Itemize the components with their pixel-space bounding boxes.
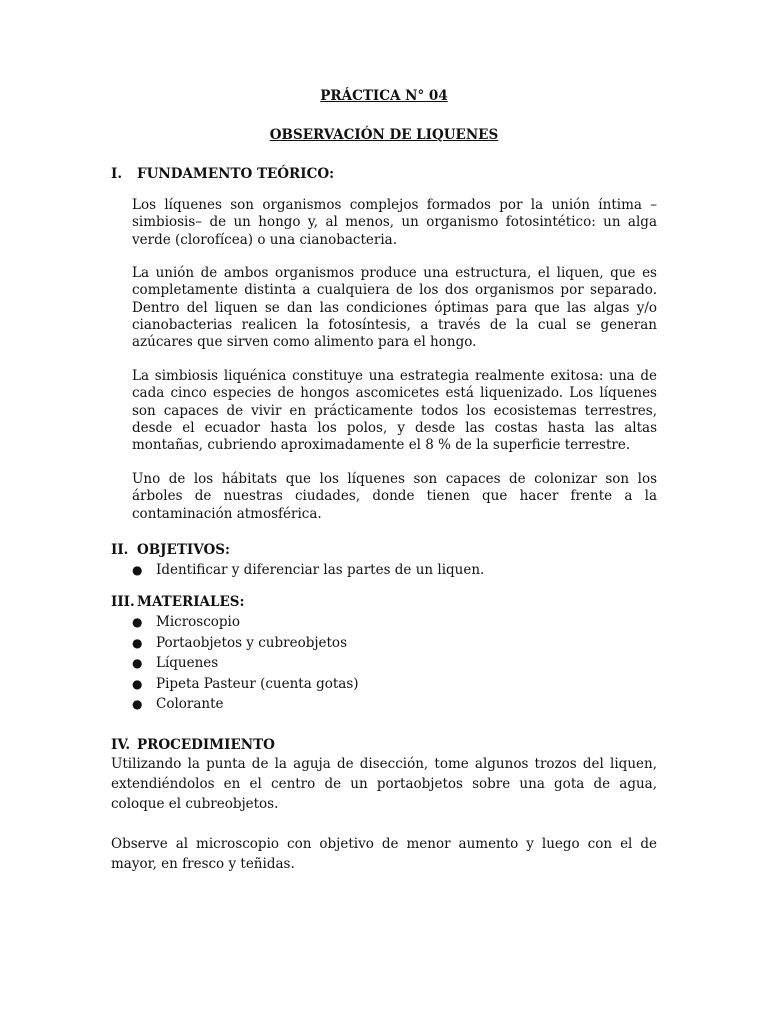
section-2-number: II.	[111, 542, 129, 558]
section-4-heading	[111, 737, 275, 753]
section-1-paragraph-4: Uno de los hábitats que los líquenes son capaces de colonizar son los árboles de nuestras ciudades, donde tienen que hacer frente a la contaminación atmosférica.	[132, 471, 657, 522]
material-text: Líquenes	[156, 655, 219, 671]
bullet-icon: ●	[132, 615, 143, 629]
page-subtitle: OBSERVACIÓN DE LIQUENES	[269, 127, 499, 143]
bullet-icon: ●	[132, 656, 143, 670]
section-1-paragraph-1: Los líquenes son organismos complejos formados por la unión íntima –simbiosis– de un hongo y, al menos, un organismo fotosintético: un alga verde (clorofícea) o una cianobacteria.	[132, 197, 657, 248]
list-item	[132, 674, 359, 695]
section-1-title: FUNDAMENTO TEÓRICO:	[137, 166, 335, 182]
section-2-title: OBJETIVOS:	[137, 542, 230, 558]
section-4-paragraph-2: Observe al microscopio con objetivo de menor aumento y luego con el de mayor, en fresco y teñidas.	[111, 836, 657, 872]
section-1-heading	[111, 166, 334, 182]
section-3-heading	[111, 594, 245, 610]
section-3-number: III.	[111, 594, 135, 610]
section-1-paragraph-3: La simbiosis liquénica constituye una estrategia realmente exitosa: una de cada cinco especies de hongos ascomicetes está liquenizado. Los líquenes son capaces de vivir en prácticamente todos los ecosistemas terrestres, desde el ecuador hasta los polos, y desde las costas hasta las altas montañas, cubriendo aproximadamente el 8 % de la superficie terrestre.	[132, 368, 657, 454]
section-4-title: PROCEDIMIENTO	[137, 737, 275, 753]
section-1-paragraph-2: La unión de ambos organismos produce una estructura, el liquen, que es completamente distinta a cualquiera de los dos organismos por separado. Dentro del liquen se dan las condiciones óptimas para que las algas y/o cianobacterias realicen la fotosíntesis, a través de la cual se generan azúcares que sirven como alimento para el hongo.	[132, 265, 657, 351]
section-1-number: I.	[111, 166, 123, 182]
section-4-paragraph-1: Utilizando la punta de la aguja de disección, tome algunos trozos del liquen, extendiéndolos en el centro de un portaobjetos sobre una gota de agua, coloque el cubreobjetos.	[111, 756, 657, 812]
material-text: Portaobjetos y cubreobjetos	[156, 634, 347, 651]
objectives-list	[132, 560, 484, 581]
section-2-heading	[111, 542, 230, 558]
material-text: Microscopio	[156, 614, 240, 630]
bullet-icon: ●	[132, 676, 143, 691]
list-item	[132, 653, 359, 674]
bullet-icon: ●	[132, 635, 143, 650]
objective-text: Identificar y diferenciar las partes de un liquen.	[156, 562, 485, 578]
section-3-title: MATERIALES:	[137, 594, 245, 610]
bullet-icon: ●	[132, 563, 143, 577]
list-item	[132, 612, 359, 633]
list-item	[132, 633, 359, 654]
material-text: Colorante	[156, 696, 224, 712]
materials-list	[132, 612, 359, 715]
bullet-icon: ●	[132, 697, 143, 711]
list-item	[132, 694, 359, 715]
section-4-number: IV.	[111, 737, 131, 753]
list-item	[132, 560, 484, 581]
page-title: PRÁCTICA N° 04	[320, 88, 448, 104]
material-text: Pipeta Pasteur (cuenta gotas)	[156, 675, 359, 692]
